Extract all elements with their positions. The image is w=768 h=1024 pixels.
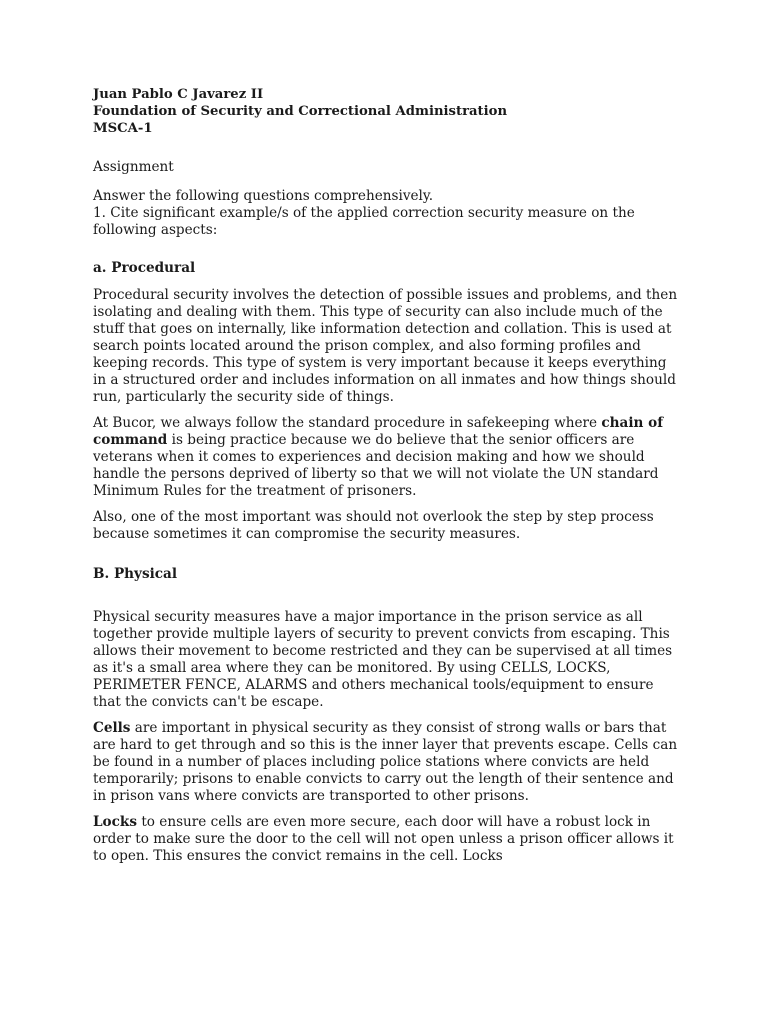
locks-term: Locks: [93, 814, 137, 830]
cells-paragraph: [93, 720, 683, 805]
assignment-question: 1. Cite significant example/s of the applied correction security measure on the following aspects:: [93, 205, 635, 238]
document-header: [93, 86, 683, 137]
procedural-section: [93, 260, 683, 543]
course-title: Foundation of Security and Correctional Administration: [93, 104, 508, 119]
class-section: MSCA-1: [93, 121, 153, 136]
chain-of-command-term: chain of command: [93, 415, 664, 448]
document-page: [93, 86, 683, 874]
author-name: Juan Pablo C Javarez II: [93, 87, 264, 102]
procedural-paragraph-2-start: At Bucor, we always follow the standard procedure in safekeeping where: [93, 415, 598, 431]
cells-text: are important in physical security as they consist of strong walls or bars that are hard to get through and so this is the inner layer that prevents escape. Cells can be found in a number of places including police stations where convicts are held temporarily; prisons to enable convicts to carry out the length of their sentence and in prison vans where convicts are transported to other prisons.: [93, 720, 678, 804]
procedural-paragraph-2-rest: is being practice because we do believe that the senior officers are veterans when it comes to experiences and decision making and how we should handle the persons deprived of liberty so that we will not violate the UN standard Minimum Rules for the treatment of prisoners.: [93, 432, 659, 499]
locks-paragraph: [93, 814, 683, 865]
physical-paragraph-1: Physical security measures have a major importance in the prison service as all together provide multiple layers of security to prevent convicts from escaping. This allows their movement to become restricted and they can be supervised at all times as it's a small area where they can be monitored. By using CELLS, LOCKS, PERIMETER FENCE, ALARMS and others mechanical tools/equipment to ensure that the convicts can't be escape.: [93, 609, 673, 710]
procedural-paragraph-1: Procedural security involves the detection of possible issues and problems, and then isolating and dealing with them. This type of security can also include much of the stuff that goes on internally, like information detection and collation. This is used at search points located around the prison complex, and also forming profiles and keeping records. This type of system is very important because it keeps everything in a structured order and includes information on all inmates and how things should run, particularly the security side of things.: [93, 287, 678, 405]
cells-term: Cells: [93, 720, 131, 736]
physical-heading: B. Physical: [93, 566, 178, 582]
procedural-paragraph-3: Also, one of the most important was should not overlook the step by step process because sometimes it can compromise the security measures.: [93, 509, 654, 542]
procedural-heading: a. Procedural: [93, 260, 196, 276]
assignment-instruction: Answer the following questions comprehensively.: [93, 188, 434, 204]
locks-text: to ensure cells are even more secure, each door will have a robust lock in order to make sure the door to the cell will not open unless a prison officer allows it to open. This ensures the convict remains in the cell. Locks: [93, 814, 674, 864]
assignment-label: Assignment: [93, 159, 174, 175]
physical-section: [93, 566, 683, 865]
procedural-paragraph-2: [93, 415, 683, 500]
